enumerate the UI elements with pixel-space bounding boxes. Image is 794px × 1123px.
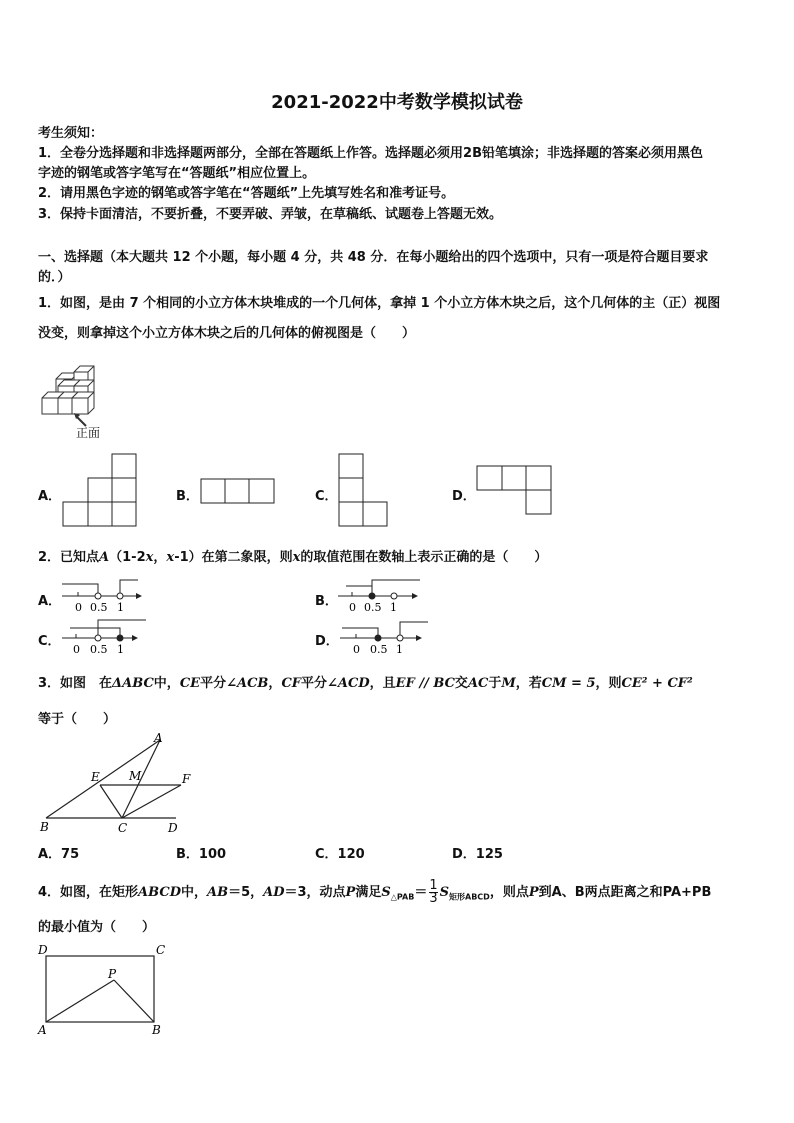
q2-text: 2．已知点A（1-2x，x-1）在第二象限，则x的取值范围在数轴上表示正确的是（ ） [38, 550, 548, 565]
svg-text:D: D [38, 943, 48, 957]
svg-text:0: 0 [349, 601, 356, 614]
svg-text:B: B [152, 1023, 161, 1037]
svg-text:0: 0 [75, 601, 82, 614]
q1-option-c-label[interactable]: C． [315, 489, 338, 504]
q3-text: 3．如图 在ΔABC中，CE平分∠ACB，CF平分∠ACD，且EF // BC交AC于M，若CM = 5，则CE² + CF² [38, 676, 693, 691]
page-title: 2021-2022中考数学模拟试卷 [271, 92, 523, 113]
q4-rectangle-figure [34, 942, 174, 1038]
q2-option-a-label[interactable]: A． [38, 594, 62, 609]
q1-text: 1．如图，是由 7 个相同的小立方体木块堆成的一个几何体，拿掉 1 个小立方体木块之后，这个几何体的主（正）视图 [38, 296, 721, 311]
q2-option-b-numberline [336, 574, 426, 614]
q2-option-d-label[interactable]: D． [315, 634, 339, 649]
q4-text-cont: 的最小值为（ ） [38, 920, 156, 935]
svg-text:0.5: 0.5 [364, 601, 382, 614]
section-heading-cont: 的．） [38, 270, 71, 285]
svg-text:A: A [154, 731, 163, 745]
q3-triangle-figure [36, 730, 206, 838]
q1-option-d-label[interactable]: D． [452, 489, 476, 504]
svg-text:M: M [129, 769, 142, 783]
svg-text:C: C [118, 821, 128, 835]
q2-option-c-label[interactable]: C． [38, 634, 61, 649]
q1-option-a-label[interactable]: A． [38, 489, 62, 504]
svg-text:B: B [40, 820, 49, 834]
svg-text:F: F [182, 772, 191, 786]
svg-text:1: 1 [117, 643, 124, 656]
q3-text-cont: 等于（ ） [38, 712, 117, 727]
q3-option-d[interactable]: D．125 [452, 847, 503, 862]
svg-text:0: 0 [73, 643, 80, 656]
svg-text:1: 1 [390, 601, 397, 614]
q1-option-c-figure [338, 453, 390, 527]
svg-text:1: 1 [117, 601, 124, 614]
svg-text:1: 1 [396, 643, 403, 656]
notice-heading: 考生须知： [38, 126, 104, 141]
svg-text:A: A [38, 1023, 47, 1037]
q1-text-cont: 没变，则拿掉这个小立方体木块之后的几何体的俯视图是（ ） [38, 326, 416, 341]
q4-text: 4．如图，在矩形ABCD中，AB＝5，AD＝3，动点P满足$S_{\triangle PAB}=$ $\frac{1}{3}$ $S_{矩形ABCD}$，则点P到A、B两点距离之和PA+PB [38, 878, 712, 906]
svg-text:C: C [156, 943, 166, 957]
q2-option-a-numberline [60, 574, 150, 614]
section-heading: 一、选择题（本大题共 12 个小题，每小题 4 分，共 48 分．在每小题给出的四个选项中，只有一项是符合题目要求 [38, 250, 709, 265]
q1-option-d-figure [476, 465, 554, 517]
svg-text:D: D [168, 821, 178, 835]
svg-text:0: 0 [353, 643, 360, 656]
svg-text:0.5: 0.5 [90, 601, 108, 614]
q1-option-a-figure [62, 453, 138, 527]
q1-option-b-figure [200, 478, 276, 504]
q2-option-c-numberline [60, 614, 150, 656]
notice-item-2: 2．请用黑色字迹的钢笔或答字笔在“答题纸”上先填写姓名和准考证号。 [38, 186, 455, 201]
front-label: 正面 [76, 426, 101, 440]
notice-item-1-cont: 字迹的钢笔或答字笔写在“答题纸”相应位置上。 [38, 166, 316, 181]
q3-option-a[interactable]: A．75 [38, 847, 80, 862]
svg-text:E: E [91, 770, 100, 784]
svg-text:0.5: 0.5 [90, 643, 108, 656]
q2-option-d-numberline [338, 614, 433, 656]
notice-item-1: 1．全卷分选择题和非选择题两部分，全部在答题纸上作答。选择题必须用2B铅笔填涂；非选择题的答案必须用黑色 [38, 146, 704, 161]
q1-option-b-label[interactable]: B． [176, 489, 199, 504]
svg-text:P: P [108, 967, 117, 981]
svg-text:0.5: 0.5 [370, 643, 388, 656]
q3-option-b[interactable]: B．100 [176, 847, 227, 862]
notice-item-3: 3．保持卡面清洁，不要折叠，不要弄破、弄皱，在草稿纸、试题卷上答题无效。 [38, 207, 503, 222]
q2-option-b-label[interactable]: B． [315, 594, 338, 609]
q3-option-c[interactable]: C．120 [315, 847, 365, 862]
